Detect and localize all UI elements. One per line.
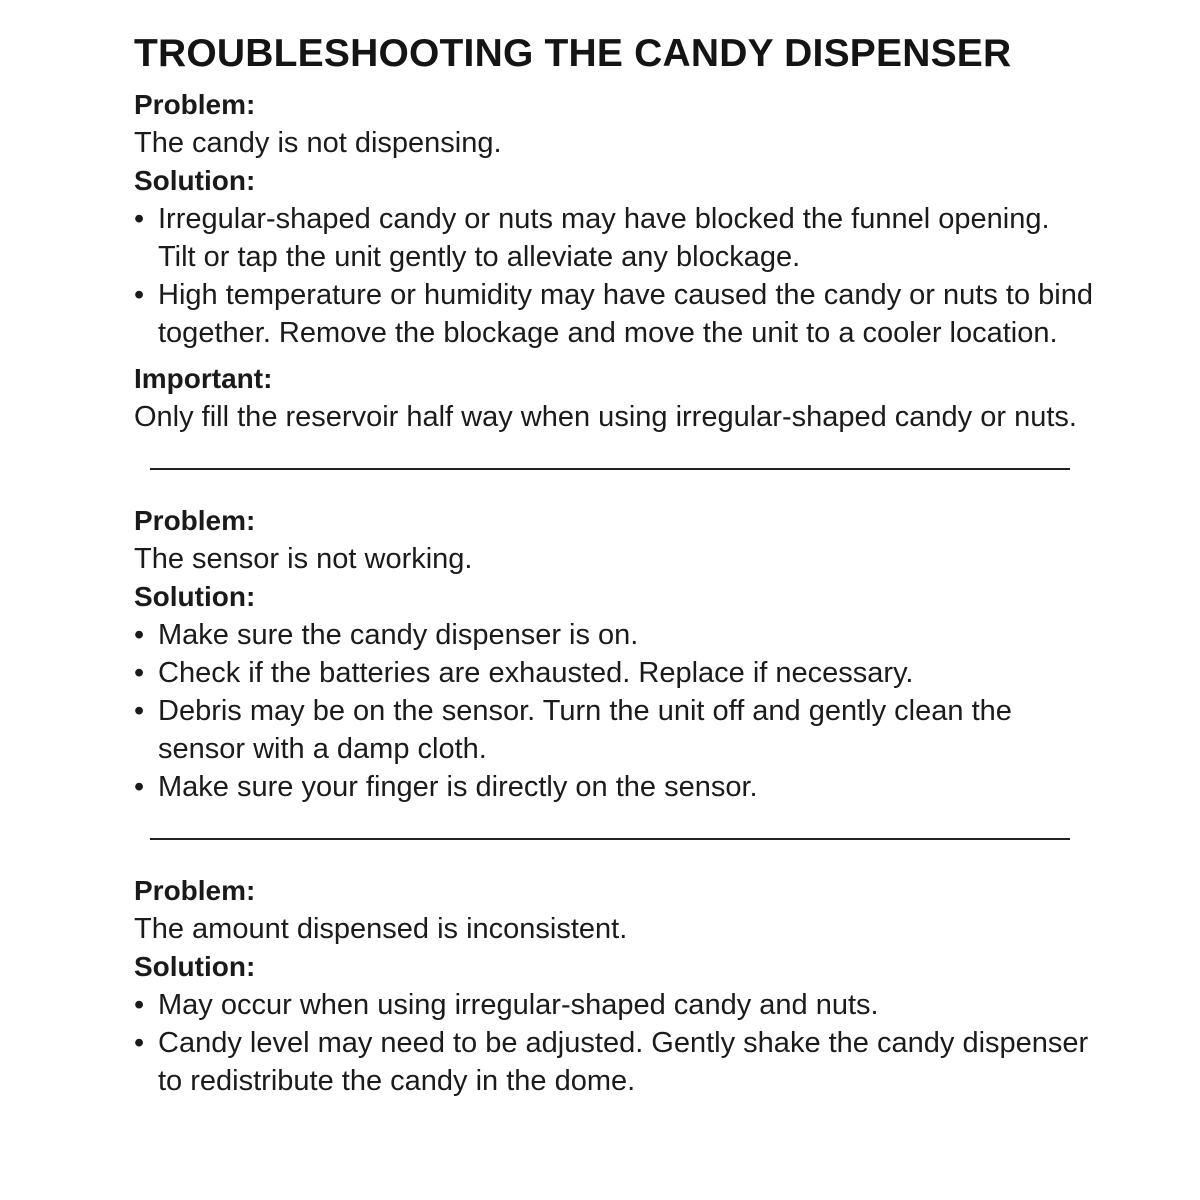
section-candy-not-dispensing bbox=[134, 86, 1094, 436]
solution-item-text: Check if the batteries are exhausted. Replace if necessary. bbox=[158, 657, 914, 689]
bullet-icon: • bbox=[134, 619, 145, 651]
problem-text: The candy is not dispensing. bbox=[134, 127, 502, 159]
bullet-icon: • bbox=[134, 771, 145, 803]
solution-item-text: Irregular-shaped candy or nuts may have blocked the funnel opening. Tilt or tap the unit gently to alleviate any blockage. bbox=[158, 203, 1050, 273]
solution-item bbox=[134, 200, 1094, 276]
solution-item-text: High temperature or humidity may have caused the candy or nuts to bind together. Remove the blockage and move the unit to a cooler location. bbox=[158, 279, 1093, 349]
section-sensor-not-working bbox=[134, 502, 1094, 806]
solution-item bbox=[134, 986, 1094, 1024]
section-divider bbox=[150, 468, 1070, 470]
solution-label: Solution: bbox=[134, 951, 256, 982]
solution-label: Solution: bbox=[134, 581, 256, 612]
bullet-icon: • bbox=[134, 989, 145, 1021]
bullet-icon: • bbox=[134, 695, 145, 727]
solution-item bbox=[134, 768, 1094, 806]
solution-item-text: Make sure the candy dispenser is on. bbox=[158, 619, 639, 651]
solution-item-text: Candy level may need to be adjusted. Gently shake the candy dispenser to redistribute the candy in the dome. bbox=[158, 1027, 1089, 1097]
problem-label: Problem: bbox=[134, 89, 256, 120]
solution-label: Solution: bbox=[134, 165, 256, 196]
solution-item bbox=[134, 654, 1094, 692]
document-page bbox=[134, 30, 1094, 1100]
bullet-icon: • bbox=[134, 1027, 145, 1059]
bullet-icon: • bbox=[134, 279, 145, 311]
solution-list bbox=[134, 200, 1094, 352]
solution-item bbox=[134, 616, 1094, 654]
solution-item bbox=[134, 692, 1094, 768]
solution-item bbox=[134, 276, 1094, 352]
problem-label: Problem: bbox=[134, 505, 256, 536]
solution-list bbox=[134, 616, 1094, 806]
page-title: TROUBLESHOOTING THE CANDY DISPENSER bbox=[134, 32, 1012, 75]
important-text: Only fill the reservoir half way when using irregular-shaped candy or nuts. bbox=[134, 401, 1077, 433]
solution-item bbox=[134, 1024, 1094, 1100]
bullet-icon: • bbox=[134, 203, 145, 235]
section-divider bbox=[150, 838, 1070, 840]
important-label: Important: bbox=[134, 363, 273, 394]
solution-list bbox=[134, 986, 1094, 1100]
section-amount-inconsistent bbox=[134, 872, 1094, 1100]
problem-text: The sensor is not working. bbox=[134, 543, 473, 575]
problem-text: The amount dispensed is inconsistent. bbox=[134, 913, 628, 945]
solution-item-text: May occur when using irregular-shaped candy and nuts. bbox=[158, 989, 879, 1021]
problem-label: Problem: bbox=[134, 875, 256, 906]
solution-item-text: Debris may be on the sensor. Turn the unit off and gently clean the sensor with a damp cloth. bbox=[158, 695, 1012, 765]
bullet-icon: • bbox=[134, 657, 145, 689]
solution-item-text: Make sure your finger is directly on the sensor. bbox=[158, 771, 758, 803]
